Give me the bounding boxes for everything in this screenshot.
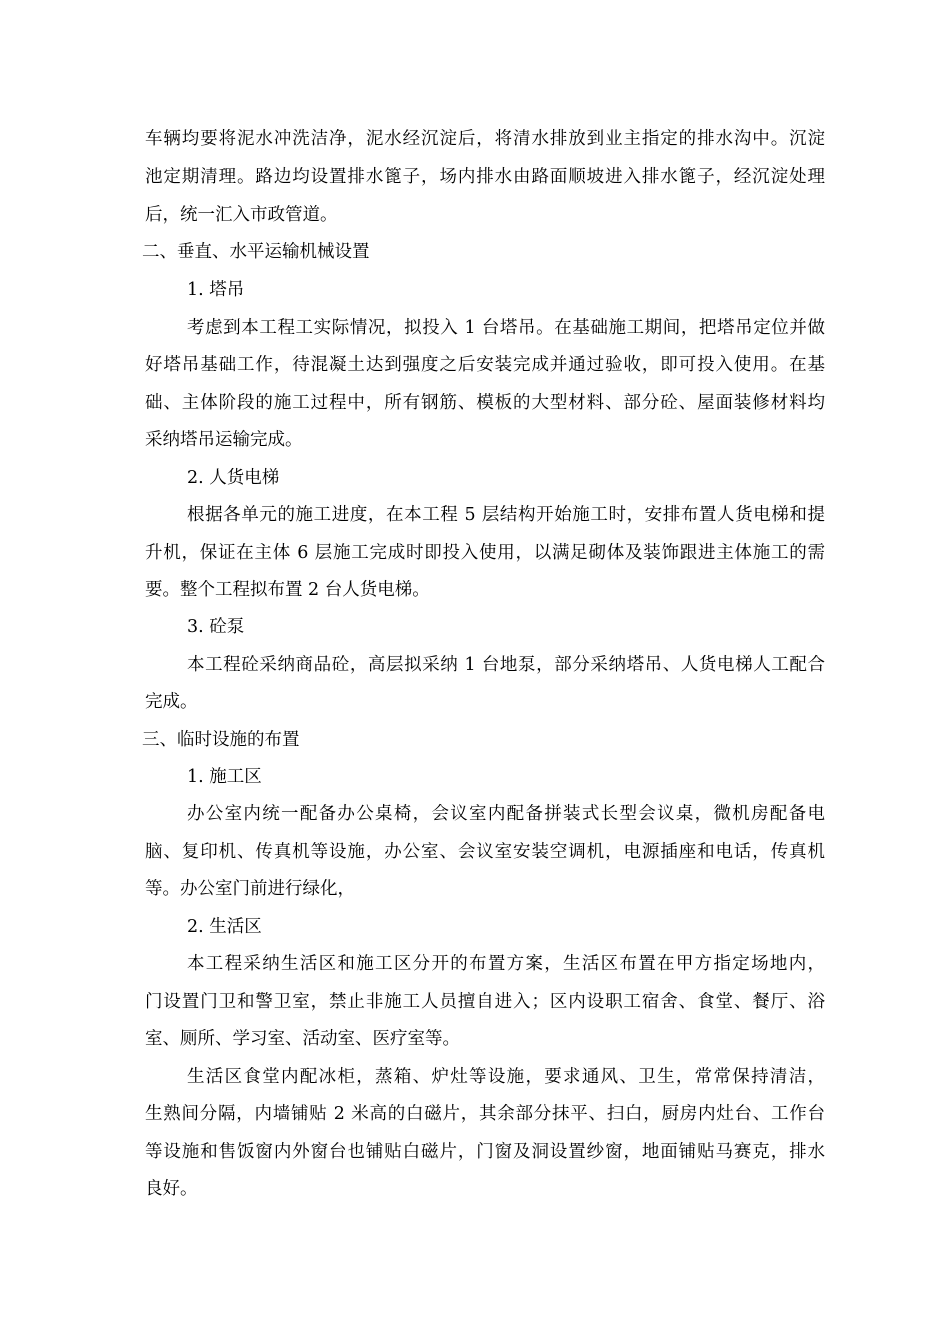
paragraph-line: 完成。 [145, 692, 198, 712]
paragraph-line: 础、主体阶段的施工过程中，所有钢筋、模板的大型材料、部分砼、屋面装修材料均 [145, 393, 825, 413]
section-heading: 二、垂直、水平运输机械设置 [142, 242, 370, 262]
paragraph-line: 脑、复印机、传真机等设施，办公室、会议室安装空调机，电源插座和电话，传真机 [145, 842, 825, 862]
paragraph-line: 生活区食堂内配冰柜，蒸箱、炉灶等设施，要求通风、卫生，常常保持清洁， [187, 1067, 825, 1087]
subsection-heading: 3. 砼泵 [187, 617, 245, 637]
subsection-heading: 1. 塔吊 [187, 280, 245, 300]
paragraph-line: 考虑到本工程工实际情况，拟投入 1 台塔吊。在基础施工期间，把塔吊定位并做 [187, 318, 825, 338]
paragraph-line: 等设施和售饭窗内外窗台也铺贴白磁片，门窗及洞设置纱窗，地面铺贴马赛克，排水 [145, 1142, 825, 1162]
paragraph-line: 本工程采纳生活区和施工区分开的布置方案，生活区布置在甲方指定场地内， [187, 954, 825, 974]
paragraph-line: 采纳塔吊运输完成。 [145, 430, 303, 450]
subsection-heading: 2. 生活区 [187, 917, 262, 937]
paragraph-line: 好塔吊基础工作，待混凝土达到强度之后安装完成并通过验收，即可投入使用。在基 [145, 355, 825, 375]
paragraph-line: 生熟间分隔，内墙铺贴 2 米高的白磁片，其余部分抹平、扫白，厨房内灶台、工作台 [145, 1104, 825, 1124]
paragraph-line: 良好。 [145, 1179, 198, 1199]
paragraph-line: 池定期清理。路边均设置排水篦子，场内排水由路面顺坡进入排水篦子，经沉淀处理 [145, 167, 825, 187]
subsection-heading: 1. 施工区 [187, 767, 262, 787]
paragraph-line: 车辆均要将泥水冲洗洁净，泥水经沉淀后，将清水排放到业主指定的排水沟中。沉淀 [145, 129, 825, 149]
paragraph-line: 后，统一汇入市政管道。 [145, 205, 338, 225]
paragraph-line: 门设置门卫和警卫室，禁止非施工人员擅自进入；区内设职工宿舍、食堂、餐厅、浴 [145, 992, 825, 1012]
paragraph-line: 升机，保证在主体 6 层施工完成时即投入使用，以满足砌体及装饰跟进主体施工的需 [145, 543, 825, 563]
paragraph-line: 办公室内统一配备办公桌椅，会议室内配备拼装式长型会议桌，微机房配备电 [187, 804, 825, 824]
paragraph-line: 根据各单元的施工进度，在本工程 5 层结构开始施工时，安排布置人货电梯和提 [187, 505, 825, 525]
paragraph-line: 本工程砼采纳商品砼，高层拟采纳 1 台地泵，部分采纳塔吊、人货电梯人工配合 [187, 655, 825, 675]
paragraph-line: 室、厕所、学习室、活动室、医疗室等。 [145, 1029, 460, 1049]
subsection-heading: 2. 人货电梯 [187, 468, 280, 488]
paragraph-line: 要。整个工程拟布置 2 台人货电梯。 [145, 580, 430, 600]
section-heading: 三、临时设施的布置 [142, 730, 300, 750]
paragraph-line: 等。办公室门前进行绿化， [145, 879, 355, 899]
